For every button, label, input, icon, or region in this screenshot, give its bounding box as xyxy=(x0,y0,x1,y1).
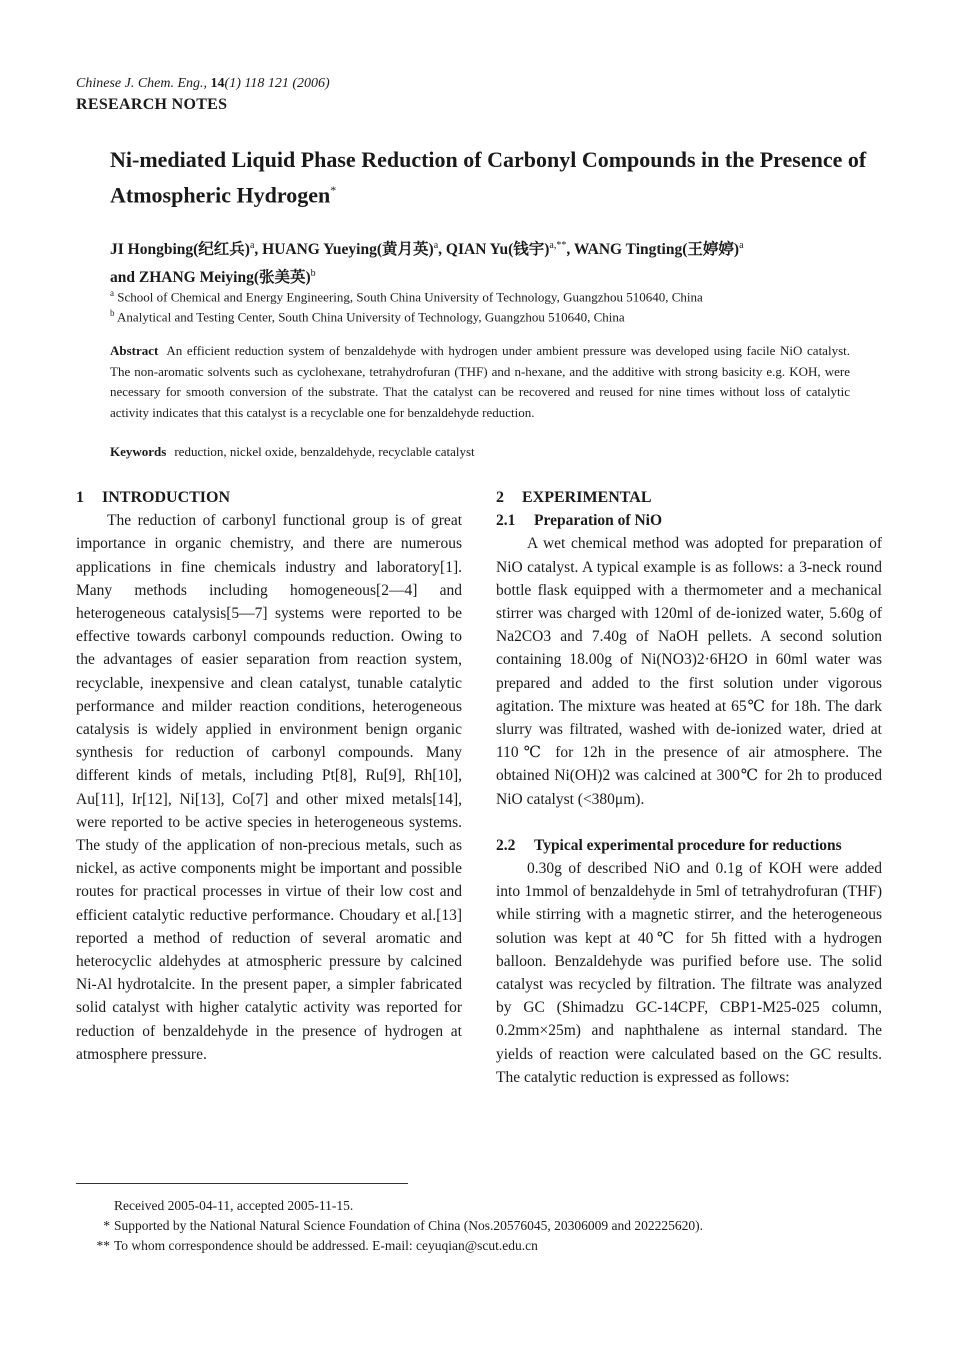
abstract xyxy=(110,341,850,423)
author: JI Hongbing(纪红兵)$^a$ xyxy=(110,240,255,259)
footnote: Received 2005-04-11, accepted 2005-11-15. xyxy=(114,1198,354,1213)
title-footnote-mark: * xyxy=(330,183,337,197)
procedure-paragraph: 0.30g of described NiO and 0.1g of KOH were added into 1mmol of benzaldehyde in 5ml of tetrahydrofuran (THF) while stirring with a magnetic stirrer, and the heterogeneous solution was kept at 40℃ for 5h fitted with a hydrogen balloon. Benzaldehyde was purified before use. The solid catalyst was recycled by filtration. The filtrate was analyzed by GC (Shimadzu GC-14CPF, CBP1-M25-025 column, 0.2mm×25m) and naphthalene as internal standard. The yields of reaction were calculated based on the GC results. The catalytic reduction is expressed as follows: xyxy=(496,860,882,1086)
journal-name: Chinese J. Chem. Eng., xyxy=(76,76,208,91)
author: ZHANG Meiying(张美英)$^b$ xyxy=(138,268,316,287)
subsection-heading-procedure: 2.2 Typical experimental procedure for reductions xyxy=(496,836,842,854)
keywords-label: Keywords xyxy=(110,444,167,459)
author: QIAN Yu(钱宇)$^{a,**}$ xyxy=(445,240,567,259)
footnote-rule xyxy=(76,1183,408,1184)
section-heading-experimental: 2 EXPERIMENTAL xyxy=(496,489,652,506)
journal-volume: 14 xyxy=(210,76,225,91)
abstract-label: Abstract xyxy=(110,343,159,358)
paper-title xyxy=(110,145,870,210)
affiliation: $^b$ Analytical and Testing Center, South China University of Technology, Guangzhou 510640, China xyxy=(110,308,625,325)
subsection-heading-preparation: 2.1 Preparation of NiO xyxy=(496,512,663,530)
left-column xyxy=(76,486,462,1066)
journal-issue-pages: (1) 118 121 (2006) xyxy=(224,76,330,91)
affiliation: $^a$ School of Chemical and Energy Engineering, South China University of Technology, Guangzhou 510640, China xyxy=(110,288,703,305)
intro-paragraph: The reduction of carbonyl functional group is of great importance in organic chemistry, and there are numerous applications in fine chemicals industry and laboratory[1]. Many methods including homogeneous[2—4] and heterogeneous catalysis[5—7] systems were reported to be effective towards carbonyl compounds reduction. Owing to the advantages of easier separation from reaction system, recyclable, inexpensive and clean catalyst, tunable catalytic performance and milder reaction conditions, heterogeneous catalysis is widely applied in environment benign organic synthesis for reduction of carbonyl compounds. Many different kinds of metals, including Pt[8], Ru[9], Rh[10], Au[11], Ir[12], Ni[13], Co[7] and other mixed metals[14], were reported to be active species in heterogeneous systems. The study of the application of non-precious metals, such as nickel, as active components might be important and possible routes for practical processes in virtue of their low cost and efficient catalytic reductive performance. Choudary et al.[13] reported a method of reduction of several aromatic and heterocyclic aldehydes at atmospheric pressure by calcined Ni-Al hydrotalcite. In the present paper, a simpler fabricated solid catalyst with higher catalytic activity was reported for reduction of benzaldehyde in the presence of hydrogen at atmosphere pressure. xyxy=(76,512,462,1063)
section-type: RESEARCH NOTES xyxy=(76,96,228,113)
author: HUANG Yueying(黄月英)$^a$ xyxy=(262,240,439,259)
paper-title-text: Ni-mediated Liquid Phase Reduction of Carbonyl Compounds in the Presence of Atmospheric Hydrogen xyxy=(110,147,867,208)
abstract-text: An efficient reduction system of benzaldehyde with hydrogen under ambient pressure was developed using facile NiO catalyst. The non-aromatic solvents such as cyclohexane, tetrahydrofuran (THF) and n-hexane, and the additive with strong basicity e.g. KOH, were necessary for smooth conversion of the substrate. That the catalyst can be recovered and reused for nine times without loss of catalytic activity indicates that this catalyst is a recyclable one for benzaldehyde reduction. xyxy=(110,343,850,420)
footnote: ** To whom correspondence should be addressed. E-mail: ceyuqian@scut.edu.cn xyxy=(96,1238,538,1253)
author: WANG Tingting(王婷婷)$^a$ xyxy=(573,240,744,259)
right-column xyxy=(496,486,882,1089)
keywords xyxy=(110,442,850,462)
preparation-paragraph: A wet chemical method was adopted for preparation of NiO catalyst. A typical example is as follows: a 3-neck round bottle flask equipped with a thermometer and a mechanical stirrer was charged with 120ml of de-ionized water, 5.60g of Na2CO3 and 7.40g of NaOH pellets. A second solution containing 18.00g of Ni(NO3)2·6H2O in 60ml water was prepared and added to the first solution under vigorous agitation. The mixture was heated at 65℃ for 18h. The dark slurry was filtrated, washed with de-ionized water, dried at 110℃ for 12h in the presence of air atmosphere. The obtained Ni(OH)2 was calcined at 300℃ for 2h to produced NiO catalyst (<380μm). xyxy=(496,535,882,808)
journal-citation xyxy=(76,76,330,92)
author-list: JI Hongbing(纪红兵)$^a$, HUANG Yueying(黄月英)$^a$, QIAN Yu(钱宇)$^{a,**}$, WANG Tingting(王婷婷)$^a$ and ZHANG Meiying(张美英)$^b$ xyxy=(110,240,744,287)
footnote: * Supported by the National Natural Science Foundation of China (Nos.20576045, 20306009 and 202225620). xyxy=(103,1218,704,1233)
section-heading-introduction: 1 INTRODUCTION xyxy=(76,489,231,506)
keywords-text: reduction, nickel oxide, benzaldehyde, recyclable catalyst xyxy=(174,444,475,459)
